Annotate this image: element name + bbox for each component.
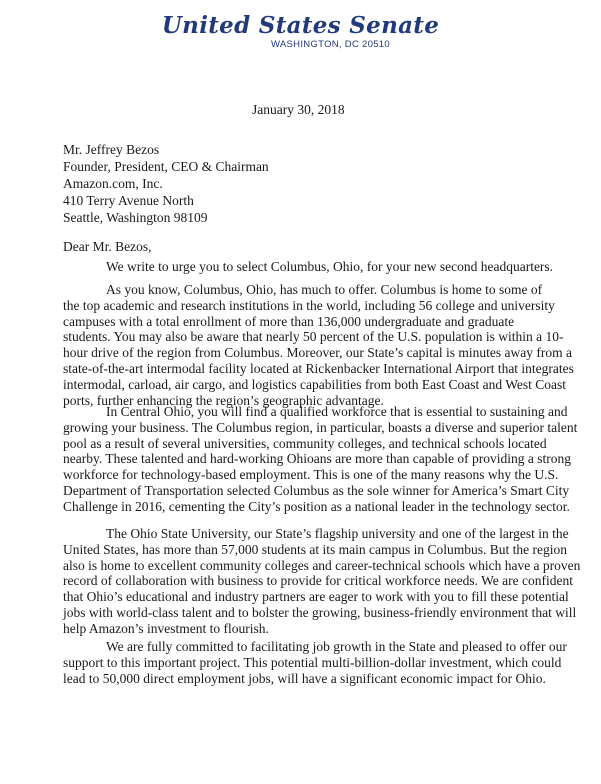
paragraph-line: record of collaboration with business to provide for critical workforce needs. We are confident — [63, 573, 573, 589]
paragraph-line: Department of Transportation selected Columbus as the sole winner for America’s Smart City — [63, 482, 570, 498]
paragraph-line: intermodal, carload, air cargo, and logistics capabilities from both East Coast and West Coast — [63, 376, 567, 392]
paragraph-line: growing your business. The Columbus region, in particular, boasts a diverse and superior talent — [63, 419, 578, 435]
paragraph-line: As you know, Columbus, Ohio, has much to offer. Columbus is home to some of — [106, 282, 543, 297]
recipient-line: Seattle, Washington 98109 — [63, 210, 208, 225]
paragraph-line: hour drive of the region from Columbus. Moreover, our State’s capital is minutes away from a — [63, 345, 572, 361]
paragraph-line: state-of-the-art intermodal facility located at Rickenbacker International Airport that integrates — [63, 360, 574, 376]
paragraph-line: that Ohio’s educational and industry partners are eager to work with you to fill these potential — [63, 589, 569, 605]
paragraph-3 — [63, 404, 578, 515]
paragraph-4 — [63, 526, 581, 637]
paragraph-line: United States, has more than 57,000 students at its main campus in Columbus. But the region — [63, 541, 567, 557]
paragraph-line: Challenge in 2016, cementing the City’s position as a national leader in the technology sector. — [63, 498, 570, 514]
letter-date: January 30, 2018 — [252, 102, 345, 117]
paragraph-5 — [63, 639, 567, 686]
paragraph-line: the top academic and research institutions in the world, including 56 college and university — [63, 297, 555, 313]
paragraph-line: students. You may also be aware that nearly 50 percent of the U.S. population is within a 10- — [63, 329, 564, 345]
paragraph-line: workforce for technology-based employment. This is one of the many reasons why the U.S. — [63, 467, 559, 483]
paragraph-line: The Ohio State University, our State’s flagship university and one of the largest in the — [106, 526, 569, 541]
paragraph-line: We are fully committed to facilitating job growth in the State and pleased to offer our — [106, 639, 567, 654]
paragraph-line: jobs with world-class talent and to bolster the growing, business-friendly environment that will — [63, 604, 577, 620]
paragraph-line: pool as a result of several universities, community colleges, and technical schools located — [63, 435, 547, 451]
recipient-line: Mr. Jeffrey Bezos — [63, 142, 160, 157]
recipient-line: Amazon.com, Inc. — [63, 176, 163, 191]
salutation: Dear Mr. Bezos, — [63, 239, 152, 254]
paragraph-line: support to this important project. This potential multi-billion-dollar investment, which could — [63, 654, 562, 670]
paragraph-line: nearby. These talented and hard-working Ohioans are more than capable of providing a strong — [63, 451, 571, 467]
recipient-line: Founder, President, CEO & Chairman — [63, 159, 269, 174]
paragraph-2 — [63, 282, 574, 408]
letterhead — [0, 14, 601, 50]
paragraph-line: also is home to excellent community colleges and career-technical schools which have a proven — [63, 557, 581, 573]
paragraph-line: In Central Ohio, you will find a qualified workforce that is essential to sustaining and — [106, 404, 568, 419]
paragraph-line: help Amazon’s investment to flourish. — [63, 620, 269, 636]
letterhead-location: WASHINGTON, DC 20510 — [271, 39, 390, 50]
recipient-line: 410 Terry Avenue North — [63, 193, 194, 208]
paragraph-line: We write to urge you to select Columbus, Ohio, for your new second headquarters. — [106, 259, 554, 274]
letterhead-title: United States Senate — [161, 12, 440, 39]
paragraph-line: campuses with a total enrollment of more than 136,000 undergraduate and graduate — [63, 313, 515, 329]
paragraph-line: ports, further enhancing the region’s geographic advantage. — [63, 392, 384, 408]
paragraph-1 — [63, 259, 554, 275]
recipient-address — [63, 141, 269, 226]
paragraph-line: lead to 50,000 direct employment jobs, will have a significant economic impact for Ohio. — [63, 670, 546, 686]
